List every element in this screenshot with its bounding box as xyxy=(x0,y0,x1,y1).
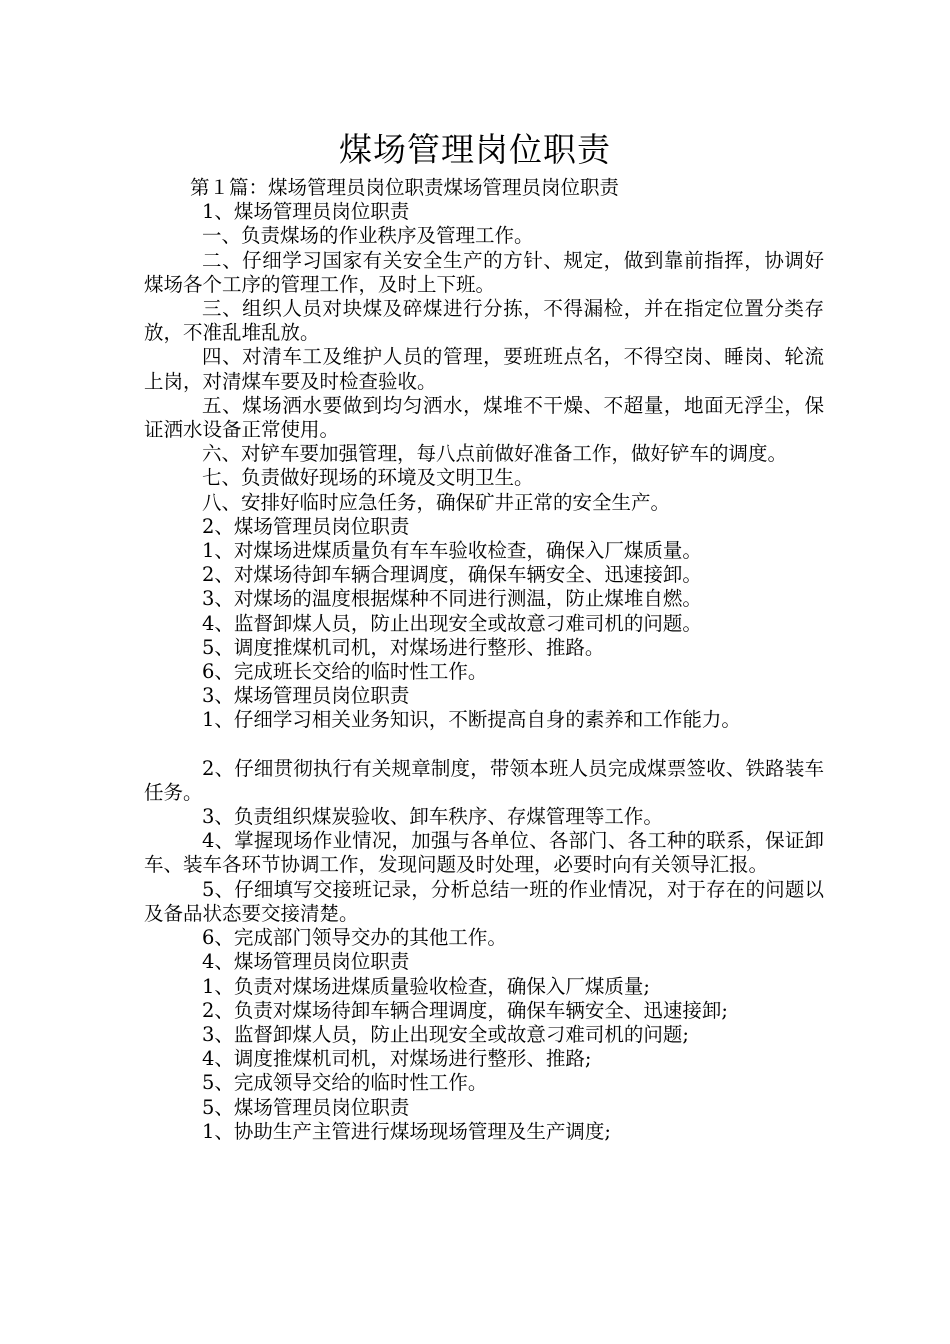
paragraph: 二、仔细学习国家有关安全生产的方针、规定，做到靠前指挥，协调好煤场各个工序的管理工作，及时上下班。 xyxy=(144,248,824,296)
paragraph: 4、掌握现场作业情况，加强与各单位、各部门、各工种的联系，保证卸车、装车各环节协调工作，发现问题及时处理，必要时向有关领导汇报。 xyxy=(144,829,824,877)
section-heading: 第１篇：煤场管理员岗位职责煤场管理员岗位职责 xyxy=(190,176,620,199)
subsection-heading: 2、煤场管理员岗位职责 xyxy=(202,514,410,538)
subsection-heading: 5、煤场管理员岗位职责 xyxy=(202,1095,410,1119)
paragraph: 5、完成领导交给的临时性工作。 xyxy=(202,1071,488,1095)
paragraph: 5、调度推煤机司机，对煤场进行整形、推路。 xyxy=(202,635,605,659)
paragraph: 4、调度推煤机司机，对煤场进行整形、推路; xyxy=(202,1047,592,1071)
subsection-heading: 1、煤场管理员岗位职责 xyxy=(202,200,410,224)
paragraph: 2、对煤场待卸车辆合理调度，确保车辆安全、迅速接卸。 xyxy=(202,563,702,587)
paragraph: 五、煤场洒水要做到均匀洒水，煤堆不干燥、不超量，地面无浮尘，保证洒水设备正常使用。 xyxy=(144,393,824,442)
page-title: 煤场管理岗位职责 xyxy=(339,130,611,169)
paragraph: 1、负责对煤场进煤质量验收检查，确保入厂煤质量; xyxy=(202,974,650,998)
paragraph: 三、组织人员对块煤及碎煤进行分拣，不得漏检，并在指定位置分类存放，不准乱堆乱放。 xyxy=(144,297,824,345)
paragraph: 1、对煤场进煤质量负有车车验收检查，确保入厂煤质量。 xyxy=(202,539,702,563)
subsection-heading: 3、煤场管理员岗位职责 xyxy=(202,684,410,708)
paragraph: 七、负责做好现场的环境及文明卫生。 xyxy=(202,466,534,490)
paragraph: 3、对煤场的温度根据煤种不同进行测温，防止煤堆自燃。 xyxy=(202,587,702,611)
paragraph: 3、负责组织煤炭验收、卸车秩序、存煤管理等工作。 xyxy=(202,805,663,829)
paragraph: 一、负责煤场的作业秩序及管理工作。 xyxy=(202,224,534,248)
paragraph: 1、仔细学习相关业务知识，不断提高自身的素养和工作能力。 xyxy=(202,708,741,732)
subsection-heading: 4、煤场管理员岗位职责 xyxy=(202,950,410,974)
paragraph: 1、协助生产主管进行煤场现场管理及生产调度; xyxy=(202,1119,611,1143)
paragraph: 六、对铲车要加强管理，每八点前做好准备工作，做好铲车的调度。 xyxy=(202,442,788,466)
paragraph: 4、监督卸煤人员，防止出现安全或故意刁难司机的问题。 xyxy=(202,611,702,635)
document-body xyxy=(144,176,824,1144)
paragraph: 6、完成班长交给的临时性工作。 xyxy=(202,660,488,684)
paragraph: 2、仔细贯彻执行有关规章制度，带领本班人员完成煤票签收、铁路装车任务。 xyxy=(144,756,824,804)
paragraph: 八、安排好临时应急任务，确保矿井正常的安全生产。 xyxy=(202,490,671,514)
paragraph: 6、完成部门领导交办的其他工作。 xyxy=(202,926,507,950)
paragraph: 5、仔细填写交接班记录，分析总结一班的作业情况，对于存在的问题以及备品状态要交接清楚。 xyxy=(144,877,824,925)
paragraph: 3、监督卸煤人员，防止出现安全或故意刁难司机的问题; xyxy=(202,1022,689,1046)
paragraph: 2、负责对煤场待卸车辆合理调度，确保车辆安全、迅速接卸; xyxy=(202,998,728,1022)
paragraph: 四、对清车工及维护人员的管理，要班班点名，不得空岗、睡岗、轮流上岗，对清煤车要及时检查验收。 xyxy=(144,345,824,393)
